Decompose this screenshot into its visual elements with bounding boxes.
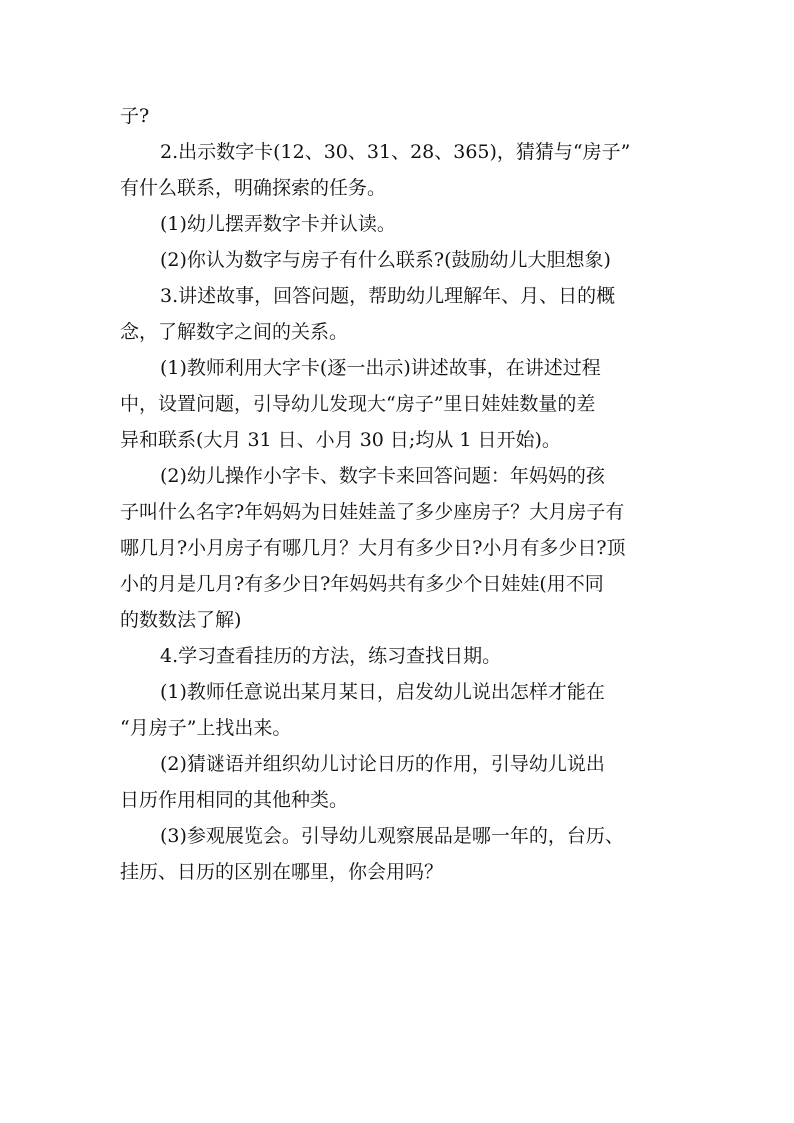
text-line: (1)教师利用大字卡(逐一出示)讲述故事，在讲述过程 — [160, 357, 601, 379]
text-line: 有什么联系，明确探索的任务。 — [120, 177, 387, 199]
text-line: (2)你认为数字与房子有什么联系?(鼓励幼儿大胆想象) — [160, 249, 611, 271]
text-line: 异和联系(大月 31 日、小月 30 日;均从 1 日开始)。 — [120, 429, 561, 451]
text-line: 子叫什么名字?年妈妈为日娃娃盖了多少座房子？大月房子有 — [120, 501, 625, 523]
text-line: (3)参观展览会。引导幼儿观察展品是哪一年的，台历、 — [160, 825, 624, 847]
text-line: 挂历、日历的区别在哪里，你会用吗？ — [120, 861, 444, 883]
text-line: 哪几月?小月房子有哪几月？大月有多少日?小月有多少日?顶 — [120, 537, 626, 559]
text-line: (1)幼儿摆弄数字卡并认读。 — [160, 213, 396, 235]
text-line: 日历作用相同的其他种类。 — [120, 789, 349, 811]
text-line: 4.学习查看挂历的方法，练习查找日期。 — [160, 645, 502, 667]
text-line: 子? — [120, 105, 150, 127]
text-line: (2)幼儿操作小字卡、数字卡来回答问题：年妈妈的孩 — [160, 465, 605, 487]
text-line: 3.讲述故事，回答问题，帮助幼儿理解年、月、日的概 — [160, 285, 616, 307]
text-line: 小的月是几月?有多少日?年妈妈共有多少个日娃娃(用不同 — [120, 573, 604, 595]
text-line: 的数数法了解) — [120, 609, 242, 631]
text-line: (1)教师任意说出某月某日，启发幼儿说出怎样才能在 — [160, 681, 605, 703]
document-body — [120, 98, 680, 890]
text-line: 2.出示数字卡(12、30、31、28、365)，猜猜与“房子” — [160, 141, 631, 163]
text-line: 中，设置问题，引导幼儿发现大“房子”里日娃娃数量的差 — [120, 393, 596, 415]
text-line: 念，了解数字之间的关系。 — [120, 321, 349, 343]
text-line: “月房子”上找出来。 — [120, 717, 292, 739]
text-line: (2)猜谜语并组织幼儿讨论日历的作用，引导幼儿说出 — [160, 753, 605, 775]
